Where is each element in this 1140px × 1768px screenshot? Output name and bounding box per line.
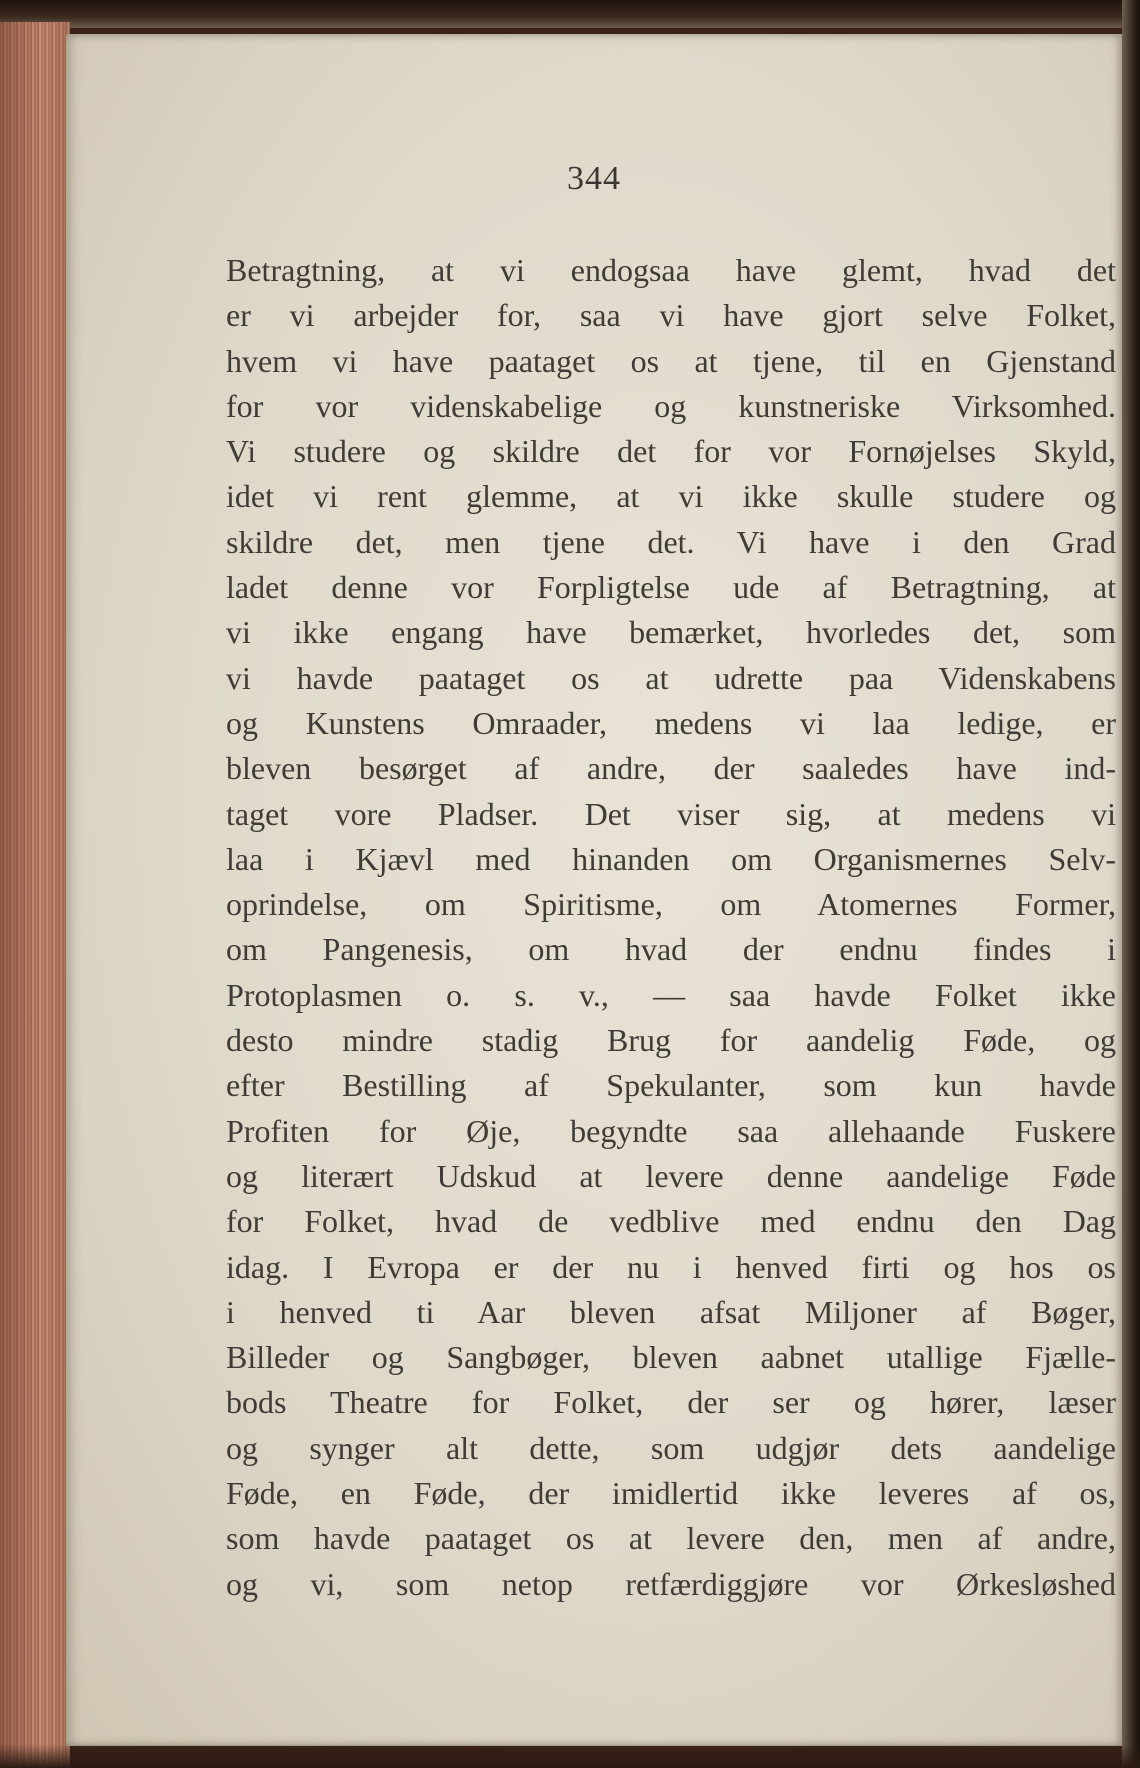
text-line: skildre det, men tjene det. Vi have i den Grad [226, 523, 1116, 560]
text-line: i henved ti Aar bleven afsat Miljoner af Bøger, [226, 1293, 1116, 1330]
text-line: taget vore Pladser. Det viser sig, at medens vi [226, 795, 1116, 832]
text-line: Profiten for Øje, begyndte saa allehaande Fuskere [226, 1112, 1116, 1149]
text-line: er vi arbejder for, saa vi have gjort selve Folket, [226, 297, 1116, 334]
text-line: idet vi rent glemme, at vi ikke skulle studere og [226, 478, 1116, 515]
page [66, 34, 1122, 1746]
text-line: Betragtning, at vi endogsaa have glemt, hvad det [226, 252, 1116, 288]
text-line: Føde, en Føde, der imidlertid ikke leveres af os, [226, 1475, 1116, 1512]
text-line: bods Theatre for Folket, der ser og hører, læser [226, 1384, 1116, 1421]
text-line: som havde paataget os at levere den, men af andre, [226, 1520, 1116, 1557]
book-top-edge [0, 0, 1140, 28]
text-line: og Kunstens Omraader, medens vi laa ledige, er [226, 704, 1116, 741]
text-line: oprindelse, om Spiritisme, om Atomernes Former, [226, 886, 1116, 923]
text-line: og literært Udskud at levere denne aandelige Føde [226, 1157, 1116, 1194]
text-line: idag. I Evropa er der nu i henved firti og hos os [226, 1248, 1116, 1285]
text-line: for Folket, hvad de vedblive med endnu den Dag [226, 1203, 1116, 1240]
text-line: Protoplasmen o. s. v., — saa havde Folket ikke [226, 976, 1116, 1013]
text-line: bleven besørget af andre, der saaledes have ind- [226, 750, 1116, 787]
text-line: efter Bestilling af Spekulanter, som kun havde [226, 1067, 1116, 1104]
text-line: om Pangenesis, om hvad der endnu findes i [226, 931, 1116, 968]
text-line: for vor videnskabelige og kunstneriske Virksomhed. [226, 387, 1116, 424]
text-line: ladet denne vor Forpligtelse ude af Betragtning, at [226, 569, 1116, 606]
binding-edge [1122, 0, 1140, 1768]
text-line: vi ikke engang have bemærket, hvorledes det, som [226, 614, 1116, 651]
text-line: vi havde paataget os at udrette paa Videnskabens [226, 659, 1116, 696]
text-line: og synger alt dette, som udgjør dets aandelige [226, 1429, 1116, 1466]
text-line: laa i Kjævl med hinanden om Organismernes Selv- [226, 840, 1116, 877]
text-line: og vi, som netop retfærdiggjøre vor Ørkesløshed [226, 1565, 1116, 1602]
body-text [226, 248, 1116, 1607]
text-line: Billeder og Sangbøger, bleven aabnet utallige Fjælle- [226, 1339, 1116, 1376]
text-line: desto mindre stadig Brug for aandelig Føde, og [226, 1022, 1116, 1059]
page-edges-shade [0, 22, 70, 1768]
text-line: Vi studere og skildre det for vor Fornøjelses Skyld, [226, 433, 1116, 470]
page-number: 344 [567, 160, 621, 197]
text-line: hvem vi have paataget os at tjene, til en Gjenstand [226, 342, 1116, 379]
book-bottom-edge [0, 1744, 1140, 1768]
